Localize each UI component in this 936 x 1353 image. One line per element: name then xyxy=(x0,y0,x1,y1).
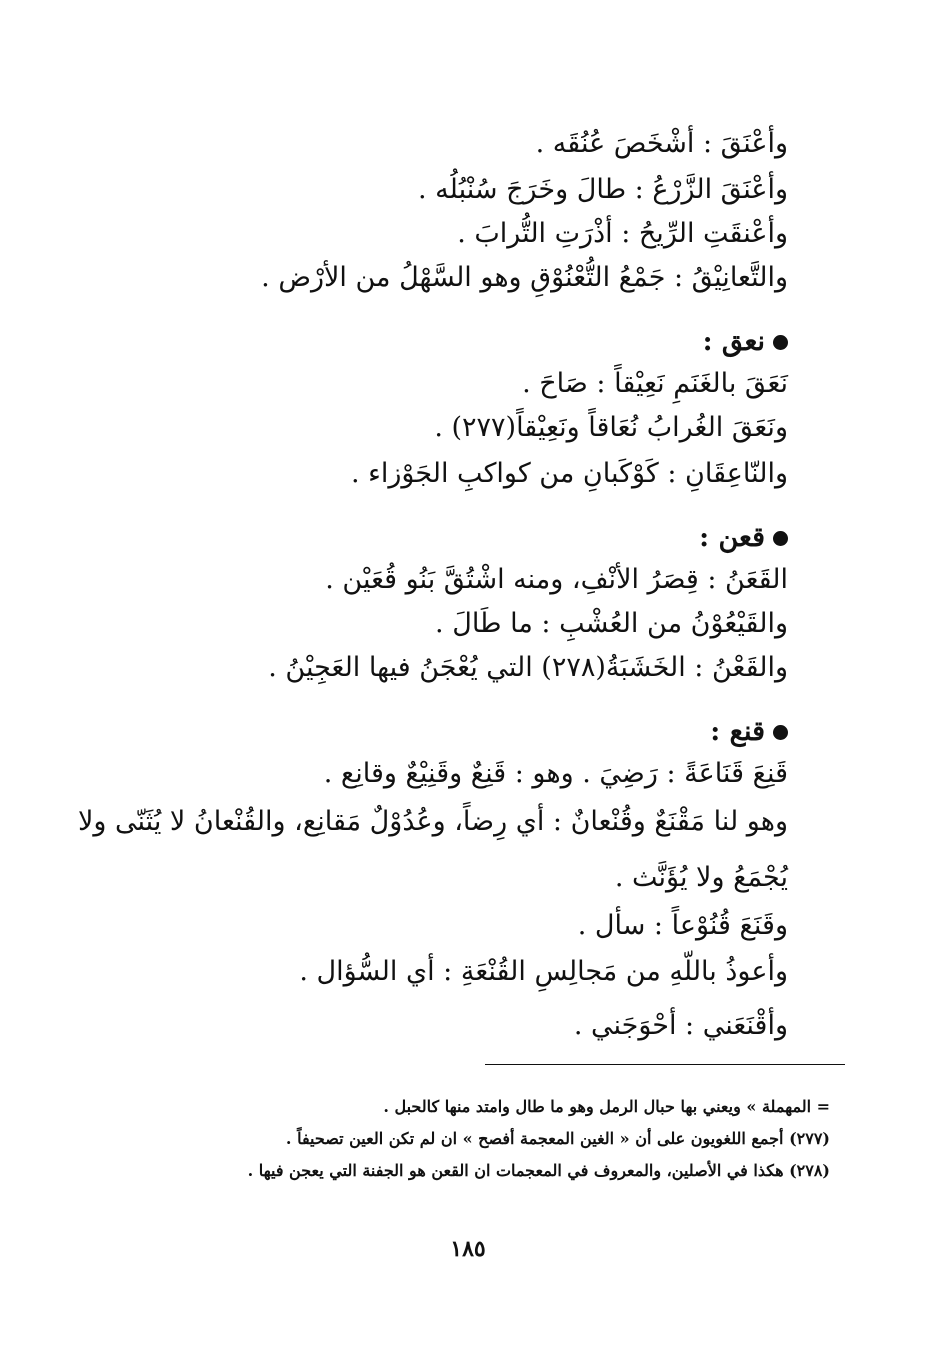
entry-line: نَعَقَ بالغَنَمِ نَعِيْقاً : صَاحَ . xyxy=(522,368,788,399)
heading-label: قنع : xyxy=(710,716,765,747)
bullet-icon xyxy=(773,335,788,350)
footnote: (٢٧٨) هكذا في الأصلين، والمعروف في المعجمات ان القعن هو الجفنة التي يعجن فيها . xyxy=(247,1161,830,1180)
entry-line: قَنِعَ قَنَاعَةً : رَضِيَ . وهو : قَنِعٌ وقَنِيْعٌ وقانِع . xyxy=(323,758,788,789)
entry-line: القَعَنُ : قِصَرُ الأنْفِ، ومنه اشْتُقَّ بَنُو قُعَيْن . xyxy=(325,564,788,595)
footnote: = المهملة » ويعني بها حبال الرمل وهو ما طال وامتد منها كالحبل . xyxy=(383,1097,830,1116)
entry-line: والنّاعِقَانِ : كَوْكَبانِ من كواكبِ الجَوْزاء . xyxy=(350,458,788,489)
footnote-divider xyxy=(485,1064,845,1065)
entry-line: وأعْنقَتِ الرِّيحُ : أذْرَتِ التُّرابَ . xyxy=(457,218,788,249)
bullet-icon xyxy=(773,725,788,740)
section-heading-qaan xyxy=(699,516,788,560)
section-heading-qana xyxy=(710,710,788,754)
footnote: (٢٧٧) أجمع اللغويون على أن « الغين المعجمة أفصح » ان لم تكن العين تصحيفاً . xyxy=(285,1129,830,1148)
entry-line: والقَيْعُوْنُ من العُشْبِ : ما طَالَ . xyxy=(435,608,788,639)
entry-line: وأعْنَقَ الزَّرْعُ : طالَ وخَرَجَ سُنْبُلُه . xyxy=(418,174,788,205)
bullet-icon xyxy=(773,531,788,546)
entry-paragraph: وهو لنا مَقْنَعٌ وقُنْعانٌ : أي رِضاً، وعُدُوْلٌ مَقانِع، والقُنْعانُ لا يُثَنّى ولا يُجْمَعُ ولا يُؤَنَّث . xyxy=(78,806,788,893)
heading-label: قعن : xyxy=(699,522,765,553)
section-heading-naaq xyxy=(703,320,788,364)
entry-line: ونَعَقَ الغُرابُ نُعَاقاً ونَعِيْقاً(٢٧٧) . xyxy=(434,412,788,443)
entry-line: وأعوذُ باللّهِ من مَجالِسِ القُنْعَةِ : أي السُّؤال . xyxy=(299,956,788,987)
entry-line: والقَعْنُ : الخَشَبَةُ(٢٧٨) التي يُعْجَنُ فيها العَجِيْنُ . xyxy=(268,652,788,683)
entry-line: وقَنَعَ قُنُوْعاً : سأل . xyxy=(577,910,788,941)
entry-line: وأعْنَقَ : أشْخَصَ عُنُقَه . xyxy=(535,128,788,159)
entry-line: والتَّعانِيْقُ : جَمْعُ التُّعْنُوْقِ وهو السَّهْلُ من الأرْض . xyxy=(261,262,788,293)
entry-line: وأقْنَعَني : أحْوَجَني . xyxy=(573,1010,788,1041)
page-number: ١٨٥ xyxy=(450,1236,486,1262)
heading-label: نعق : xyxy=(702,326,765,357)
